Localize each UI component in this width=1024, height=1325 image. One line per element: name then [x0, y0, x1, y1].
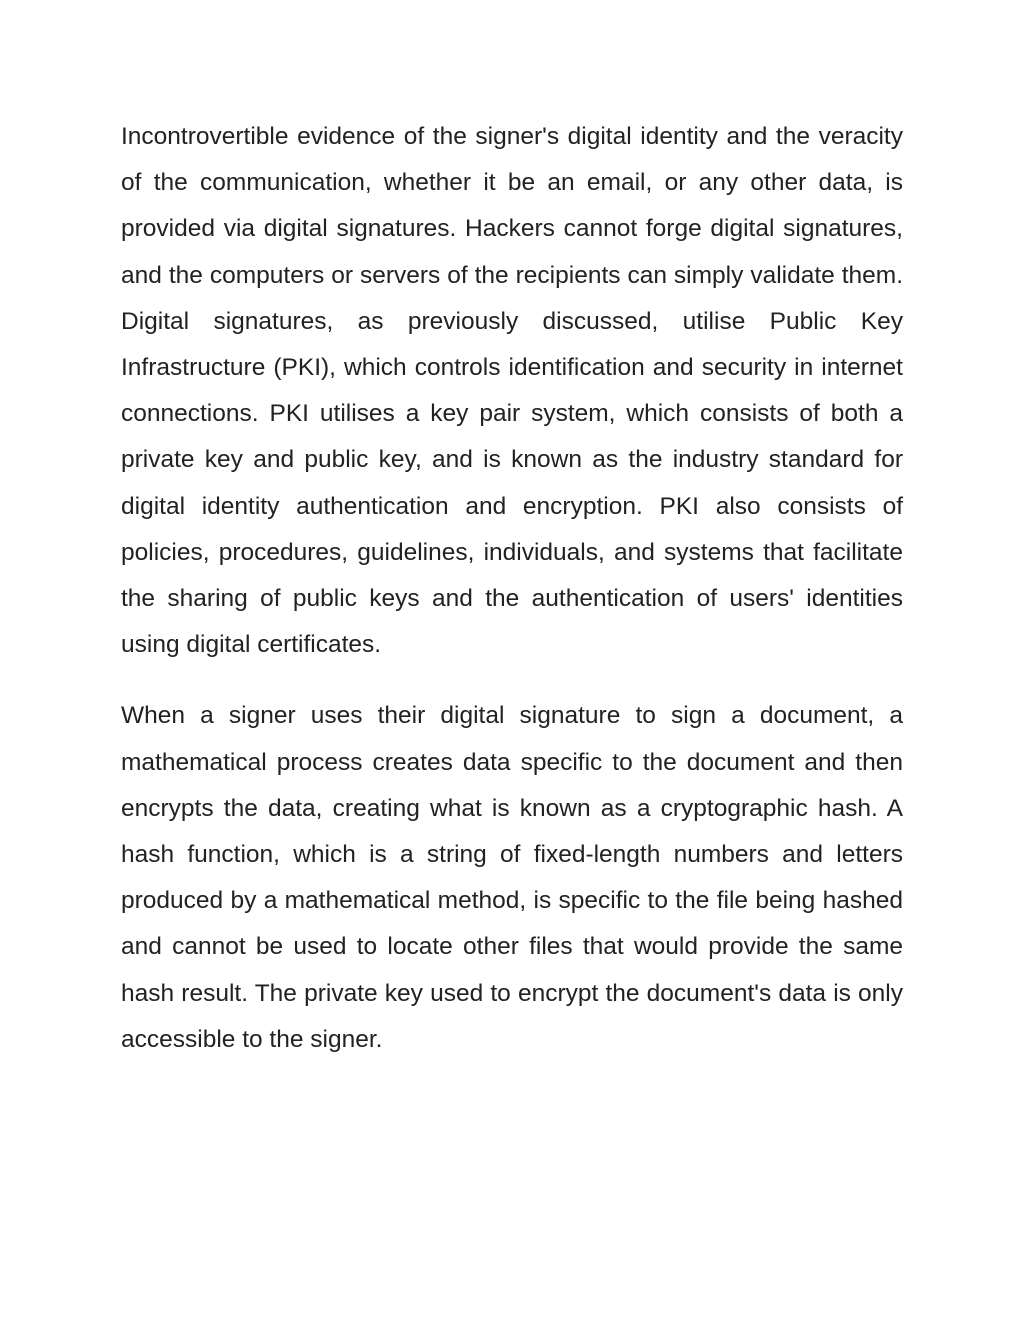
document-body: [121, 114, 903, 1063]
paragraph-pki: Incontrovertible evidence of the signer's digital identity and the veracity of the communication, whether it be an email, or any other data, is provided via digital signatures. Hackers cannot forge digital signatures, and the computers or servers of the recipients can simply validate them. Digital signatures, as previously discussed, utilise Public Key Infrastructure (PKI), which controls identification and security in internet connections. PKI utilises a key pair system, which consists of both a private key and public key, and is known as the industry standard for digital identity authentication and encryption. PKI also consists of policies, procedures, guidelines, individuals, and systems that facilitate the sharing of public keys and the authentication of users' identities using digital certificates.: [121, 123, 903, 659]
paragraph-hash: When a signer uses their digital signature to sign a document, a mathematical process creates data specific to the document and then encrypts the data, creating what is known as a cryptographic hash. A hash function, which is a string of fixed-length numbers and letters produced by a mathematical method, is specific to the file being hashed and cannot be used to locate other files that would provide the same hash result. The private key used to encrypt the document's data is only accessible to the signer.: [121, 702, 903, 1053]
